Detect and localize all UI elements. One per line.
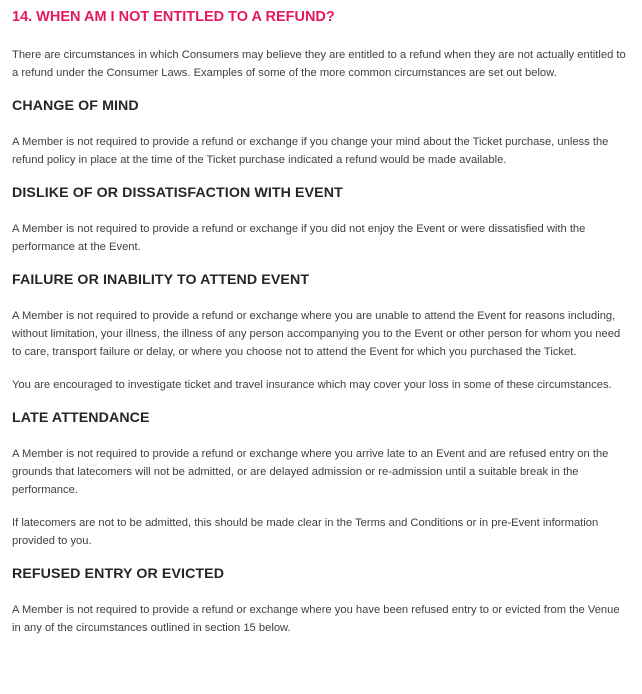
heading-dislike-of-event: DISLIKE OF OR DISSATISFACTION WITH EVENT (12, 185, 343, 201)
heading-change-of-mind: CHANGE OF MIND (12, 98, 139, 114)
paragraph-change-of-mind: A Member is not required to provide a refund or exchange if you change your mind about the Ticket purchase, unless the refund policy in place at the time of the Ticket purchase indicated a refund would be made available. (12, 136, 609, 166)
heading-failure-to-attend: FAILURE OR INABILITY TO ATTEND EVENT (12, 272, 310, 288)
section-title: 14. WHEN AM I NOT ENTITLED TO A REFUND? (12, 9, 335, 25)
paragraph-late-attendance: A Member is not required to provide a refund or exchange where you arrive late to an Event and are refused entry on the grounds that latecomers will not be admitted, or are delayed admission or re-admission until a suitable break in the performance. (12, 448, 609, 496)
paragraph-dislike-of-event: A Member is not required to provide a refund or exchange if you did not enjoy the Event or were dissatisfied with the performance at the Event. (12, 223, 586, 253)
heading-refused-entry: REFUSED ENTRY OR EVICTED (12, 566, 225, 582)
paragraph-latecomers-info: If latecomers are not to be admitted, this should be made clear in the Terms and Conditions or in pre-Event information provided to you. (12, 517, 599, 547)
heading-late-attendance: LATE ATTENDANCE (12, 410, 150, 426)
paragraph-insurance-advice: You are encouraged to investigate ticket and travel insurance which may cover your loss in some of these circumstances. (12, 379, 612, 391)
paragraph-failure-to-attend: A Member is not required to provide a refund or exchange where you are unable to attend the Event for reasons including, without limitation, your illness, the illness of any person accompanying you to the Event or other person for whom you need to care, transport failure or delay, or where you choose not to attend the Event for which you purchased the Ticket. (12, 310, 621, 358)
paragraph-refused-entry: A Member is not required to provide a refund or exchange where you have been refused entry to or evicted from the Venue in any of the circumstances outlined in section 15 below. (12, 604, 620, 634)
intro-paragraph: There are circumstances in which Consumers may believe they are entitled to a refund when they are not actually entitled to a refund under the Consumer Laws. Examples of some of the more common circumstances are set out below. (12, 49, 626, 79)
